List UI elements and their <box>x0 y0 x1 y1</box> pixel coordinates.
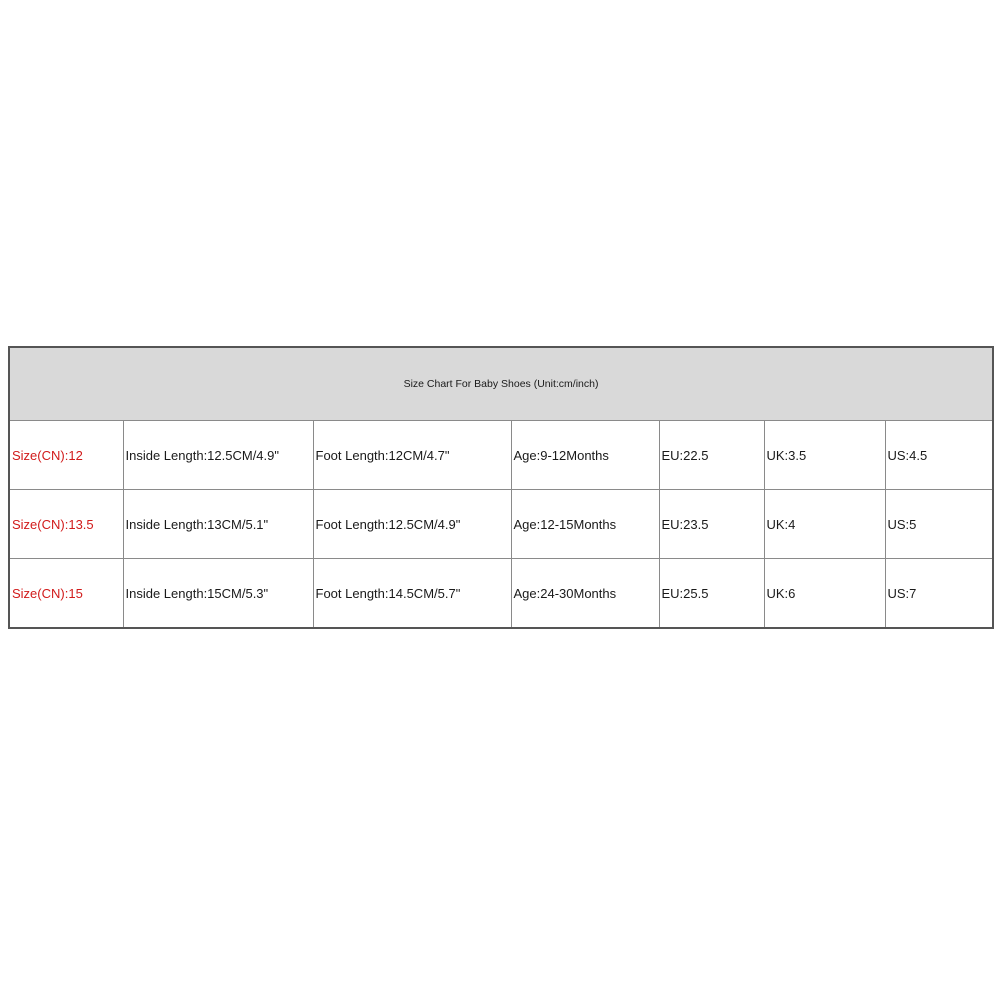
inside-length-cell: Inside Length:12.5CM/4.9" <box>123 421 313 490</box>
age-cell: Age:9-12Months <box>511 421 659 490</box>
eu-size-cell: EU:23.5 <box>659 490 764 559</box>
size-cn-cell: Size(CN):13.5 <box>9 490 123 559</box>
size-cn-cell: Size(CN):12 <box>9 421 123 490</box>
foot-length-cell: Foot Length:12CM/4.7" <box>313 421 511 490</box>
us-size-cell: US:7 <box>885 559 993 629</box>
eu-size-cell: EU:25.5 <box>659 559 764 629</box>
inside-length-cell: Inside Length:13CM/5.1" <box>123 490 313 559</box>
size-chart-table <box>8 346 994 629</box>
table-title-row <box>9 347 993 421</box>
foot-length-cell: Foot Length:14.5CM/5.7" <box>313 559 511 629</box>
foot-length-cell: Foot Length:12.5CM/4.9" <box>313 490 511 559</box>
table-title: Size Chart For Baby Shoes (Unit:cm/inch) <box>9 347 993 421</box>
age-cell: Age:24-30Months <box>511 559 659 629</box>
size-cn-cell: Size(CN):15 <box>9 559 123 629</box>
us-size-cell: US:4.5 <box>885 421 993 490</box>
age-cell: Age:12-15Months <box>511 490 659 559</box>
uk-size-cell: UK:4 <box>764 490 885 559</box>
uk-size-cell: UK:6 <box>764 559 885 629</box>
table-row <box>9 559 993 629</box>
uk-size-cell: UK:3.5 <box>764 421 885 490</box>
table-row <box>9 421 993 490</box>
inside-length-cell: Inside Length:15CM/5.3" <box>123 559 313 629</box>
table-row <box>9 490 993 559</box>
us-size-cell: US:5 <box>885 490 993 559</box>
eu-size-cell: EU:22.5 <box>659 421 764 490</box>
